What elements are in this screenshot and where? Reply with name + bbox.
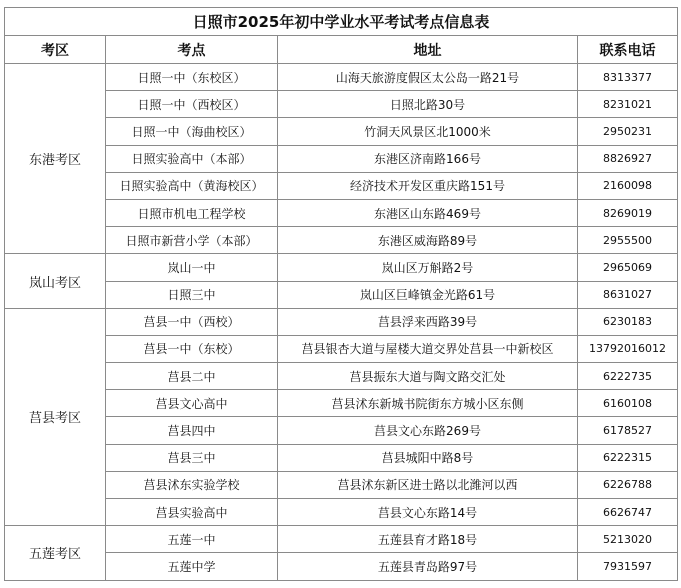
site-cell: 莒县文心高中 xyxy=(106,390,278,417)
exam-site-table xyxy=(4,7,678,581)
address-cell: 东港区威海路89号 xyxy=(278,227,578,254)
address-cell: 莒县沭东新区进士路以北潍河以西 xyxy=(278,471,578,498)
address-cell: 莒县浮来西路39号 xyxy=(278,308,578,335)
address-cell: 经济技术开发区重庆路151号 xyxy=(278,172,578,199)
table-row xyxy=(5,145,678,172)
site-cell: 莒县四中 xyxy=(106,417,278,444)
site-cell: 日照一中（海曲校区） xyxy=(106,118,278,145)
address-cell: 岚山区万斛路2号 xyxy=(278,254,578,281)
address-cell: 莒县城阳中路8号 xyxy=(278,444,578,471)
column-header-district: 考区 xyxy=(5,36,106,64)
phone-cell: 6160108 xyxy=(578,390,678,417)
address-cell: 东港区济南路166号 xyxy=(278,145,578,172)
site-cell: 日照三中 xyxy=(106,281,278,308)
site-cell: 日照一中（西校区） xyxy=(106,91,278,118)
district-cell: 莒县考区 xyxy=(5,308,106,526)
table-row xyxy=(5,390,678,417)
phone-cell: 6222315 xyxy=(578,444,678,471)
site-cell: 日照一中（东校区） xyxy=(106,64,278,91)
address-cell: 莒县文心东路269号 xyxy=(278,417,578,444)
site-cell: 莒县二中 xyxy=(106,363,278,390)
phone-cell: 2965069 xyxy=(578,254,678,281)
phone-cell: 2950231 xyxy=(578,118,678,145)
table-row xyxy=(5,308,678,335)
address-cell: 日照北路30号 xyxy=(278,91,578,118)
district-cell: 五莲考区 xyxy=(5,526,106,580)
phone-cell: 8231021 xyxy=(578,91,678,118)
table-row xyxy=(5,91,678,118)
table-row xyxy=(5,254,678,281)
site-cell: 日照市新营小学（本部） xyxy=(106,227,278,254)
table-row xyxy=(5,281,678,308)
phone-cell: 6222735 xyxy=(578,363,678,390)
phone-cell: 8269019 xyxy=(578,199,678,226)
column-header-address: 地址 xyxy=(278,36,578,64)
site-cell: 五莲一中 xyxy=(106,526,278,553)
site-cell: 日照市机电工程学校 xyxy=(106,199,278,226)
address-cell: 山海天旅游度假区太公岛一路21号 xyxy=(278,64,578,91)
phone-cell: 13792016012 xyxy=(578,335,678,362)
phone-cell: 2955500 xyxy=(578,227,678,254)
phone-cell: 8826927 xyxy=(578,145,678,172)
site-cell: 五莲中学 xyxy=(106,553,278,580)
column-header-site: 考点 xyxy=(106,36,278,64)
address-cell: 东港区山东路469号 xyxy=(278,199,578,226)
table-row xyxy=(5,335,678,362)
address-cell: 五莲县青岛路97号 xyxy=(278,553,578,580)
table-row xyxy=(5,417,678,444)
table-row xyxy=(5,227,678,254)
phone-cell: 6626747 xyxy=(578,499,678,526)
phone-cell: 7931597 xyxy=(578,553,678,580)
site-cell: 日照实验高中（本部） xyxy=(106,145,278,172)
site-cell: 日照实验高中（黄海校区） xyxy=(106,172,278,199)
site-cell: 岚山一中 xyxy=(106,254,278,281)
table-row xyxy=(5,64,678,91)
address-cell: 莒县沭东新城书院街东方城小区东侧 xyxy=(278,390,578,417)
site-cell: 莒县实验高中 xyxy=(106,499,278,526)
table-row xyxy=(5,553,678,580)
table-title: 日照市2025年初中学业水平考试考点信息表 xyxy=(5,8,678,36)
table-row xyxy=(5,526,678,553)
district-cell: 岚山考区 xyxy=(5,254,106,308)
site-cell: 莒县三中 xyxy=(106,444,278,471)
phone-cell: 8313377 xyxy=(578,64,678,91)
address-cell: 竹洞天风景区北1000米 xyxy=(278,118,578,145)
address-cell: 莒县文心东路14号 xyxy=(278,499,578,526)
site-cell: 莒县一中（西校） xyxy=(106,308,278,335)
phone-cell: 6178527 xyxy=(578,417,678,444)
table-row xyxy=(5,363,678,390)
table-row xyxy=(5,444,678,471)
site-cell: 莒县一中（东校） xyxy=(106,335,278,362)
table-row xyxy=(5,471,678,498)
phone-cell: 6230183 xyxy=(578,308,678,335)
table-row xyxy=(5,499,678,526)
table-row xyxy=(5,199,678,226)
address-cell: 五莲县育才路18号 xyxy=(278,526,578,553)
site-cell: 莒县沭东实验学校 xyxy=(106,471,278,498)
phone-cell: 2160098 xyxy=(578,172,678,199)
column-header-phone: 联系电话 xyxy=(578,36,678,64)
address-cell: 岚山区巨峰镇金光路61号 xyxy=(278,281,578,308)
table-row xyxy=(5,118,678,145)
phone-cell: 6226788 xyxy=(578,471,678,498)
address-cell: 莒县振东大道与陶文路交汇处 xyxy=(278,363,578,390)
address-cell: 莒县银杏大道与屋楼大道交界处莒县一中新校区 xyxy=(278,335,578,362)
district-cell: 东港考区 xyxy=(5,64,106,254)
table-row xyxy=(5,172,678,199)
phone-cell: 5213020 xyxy=(578,526,678,553)
phone-cell: 8631027 xyxy=(578,281,678,308)
